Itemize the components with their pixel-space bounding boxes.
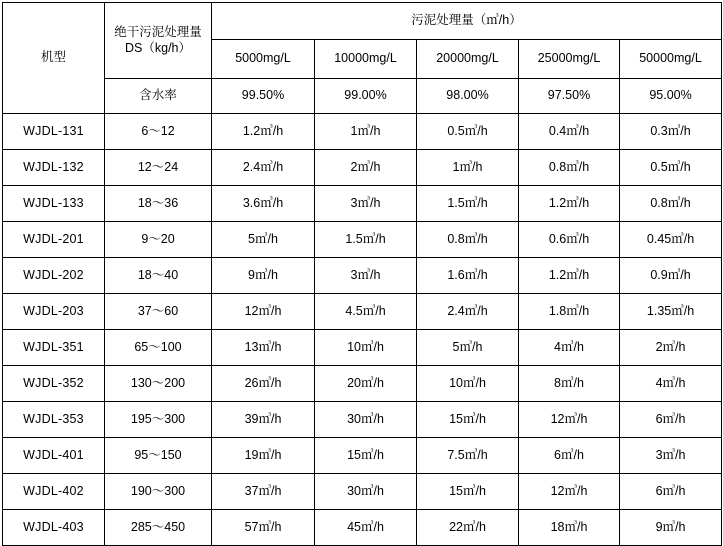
cell-capacity: 20㎥/h — [315, 366, 417, 402]
cell-capacity: 10㎥/h — [315, 330, 417, 366]
cell-model: WJDL-202 — [3, 258, 105, 294]
cell-capacity: 2.4㎥/h — [212, 150, 315, 186]
cell-capacity: 0.45㎥/h — [620, 222, 722, 258]
cell-capacity: 15㎥/h — [315, 438, 417, 474]
cell-capacity: 9㎥/h — [212, 258, 315, 294]
table-row — [3, 186, 722, 222]
cell-ds: 95～150 — [105, 438, 212, 474]
cell-ds: 18～36 — [105, 186, 212, 222]
cell-model: WJDL-133 — [3, 186, 105, 222]
table-row — [3, 510, 722, 546]
header-moisture-label: 含水率 — [105, 79, 212, 114]
cell-model: WJDL-201 — [3, 222, 105, 258]
cell-model: WJDL-353 — [3, 402, 105, 438]
header-moisture-3: 98.00% — [417, 79, 519, 114]
header-concentration-3: 20000mg/L — [417, 40, 519, 79]
cell-capacity: 13㎥/h — [212, 330, 315, 366]
cell-model: WJDL-131 — [3, 114, 105, 150]
cell-capacity: 15㎥/h — [417, 474, 519, 510]
cell-capacity: 0.8㎥/h — [519, 150, 620, 186]
cell-capacity: 1㎥/h — [315, 114, 417, 150]
cell-capacity: 2.4㎥/h — [417, 294, 519, 330]
cell-capacity: 0.5㎥/h — [417, 114, 519, 150]
cell-capacity: 0.4㎥/h — [519, 114, 620, 150]
cell-capacity: 10㎥/h — [417, 366, 519, 402]
cell-ds: 9～20 — [105, 222, 212, 258]
table-row — [3, 258, 722, 294]
cell-ds: 12～24 — [105, 150, 212, 186]
cell-capacity: 22㎥/h — [417, 510, 519, 546]
table-row — [3, 114, 722, 150]
cell-ds: 195～300 — [105, 402, 212, 438]
cell-capacity: 6㎥/h — [620, 402, 722, 438]
table-row — [3, 474, 722, 510]
cell-capacity: 4㎥/h — [519, 330, 620, 366]
cell-model: WJDL-132 — [3, 150, 105, 186]
table-row — [3, 150, 722, 186]
cell-model: WJDL-402 — [3, 474, 105, 510]
cell-ds: 190～300 — [105, 474, 212, 510]
cell-capacity: 3.6㎥/h — [212, 186, 315, 222]
cell-model: WJDL-351 — [3, 330, 105, 366]
spec-sheet — [0, 2, 723, 534]
header-concentration-1: 5000mg/L — [212, 40, 315, 79]
cell-capacity: 1.8㎥/h — [519, 294, 620, 330]
cell-capacity: 3㎥/h — [315, 258, 417, 294]
header-moisture-4: 97.50% — [519, 79, 620, 114]
cell-capacity: 1.5㎥/h — [417, 186, 519, 222]
table-row — [3, 330, 722, 366]
cell-capacity: 5㎥/h — [212, 222, 315, 258]
cell-capacity: 0.8㎥/h — [620, 186, 722, 222]
cell-capacity: 15㎥/h — [417, 402, 519, 438]
cell-capacity: 0.5㎥/h — [620, 150, 722, 186]
cell-capacity: 12㎥/h — [212, 294, 315, 330]
header-concentration-4: 25000mg/L — [519, 40, 620, 79]
cell-model: WJDL-403 — [3, 510, 105, 546]
cell-capacity: 30㎥/h — [315, 474, 417, 510]
cell-capacity: 1.2㎥/h — [212, 114, 315, 150]
cell-capacity: 1㎥/h — [417, 150, 519, 186]
cell-model: WJDL-401 — [3, 438, 105, 474]
cell-capacity: 18㎥/h — [519, 510, 620, 546]
table-row — [3, 402, 722, 438]
cell-ds: 18～40 — [105, 258, 212, 294]
cell-capacity: 1.6㎥/h — [417, 258, 519, 294]
cell-ds: 65～100 — [105, 330, 212, 366]
cell-ds: 37～60 — [105, 294, 212, 330]
cell-capacity: 4.5㎥/h — [315, 294, 417, 330]
cell-capacity: 3㎥/h — [315, 186, 417, 222]
header-sludge-capacity: 污泥处理量（㎥/h） — [212, 3, 722, 40]
cell-capacity: 39㎥/h — [212, 402, 315, 438]
cell-capacity: 45㎥/h — [315, 510, 417, 546]
cell-capacity: 6㎥/h — [620, 474, 722, 510]
header-moisture-5: 95.00% — [620, 79, 722, 114]
cell-capacity: 9㎥/h — [620, 510, 722, 546]
table-row — [3, 366, 722, 402]
cell-capacity: 1.2㎥/h — [519, 258, 620, 294]
cell-capacity: 12㎥/h — [519, 402, 620, 438]
table-header-row-3 — [3, 79, 722, 114]
sludge-capacity-table — [2, 2, 722, 546]
header-model: 机型 — [3, 3, 105, 114]
table-header-row-1 — [3, 3, 722, 40]
cell-capacity: 4㎥/h — [620, 366, 722, 402]
cell-capacity: 12㎥/h — [519, 474, 620, 510]
cell-capacity: 1.35㎥/h — [620, 294, 722, 330]
header-dry-sludge: 绝干污泥处理量DS（kg/h） — [105, 3, 212, 79]
cell-capacity: 0.3㎥/h — [620, 114, 722, 150]
cell-capacity: 37㎥/h — [212, 474, 315, 510]
cell-capacity: 7.5㎥/h — [417, 438, 519, 474]
cell-ds: 285～450 — [105, 510, 212, 546]
header-concentration-5: 50000mg/L — [620, 40, 722, 79]
header-moisture-2: 99.00% — [315, 79, 417, 114]
table-row — [3, 438, 722, 474]
cell-ds: 6～12 — [105, 114, 212, 150]
cell-capacity: 2㎥/h — [620, 330, 722, 366]
cell-capacity: 3㎥/h — [620, 438, 722, 474]
cell-capacity: 57㎥/h — [212, 510, 315, 546]
cell-capacity: 0.9㎥/h — [620, 258, 722, 294]
cell-capacity: 5㎥/h — [417, 330, 519, 366]
cell-capacity: 26㎥/h — [212, 366, 315, 402]
cell-capacity: 19㎥/h — [212, 438, 315, 474]
cell-capacity: 1.2㎥/h — [519, 186, 620, 222]
cell-model: WJDL-203 — [3, 294, 105, 330]
cell-capacity: 0.6㎥/h — [519, 222, 620, 258]
cell-capacity: 0.8㎥/h — [417, 222, 519, 258]
cell-model: WJDL-352 — [3, 366, 105, 402]
cell-capacity: 6㎥/h — [519, 438, 620, 474]
cell-ds: 130～200 — [105, 366, 212, 402]
cell-capacity: 30㎥/h — [315, 402, 417, 438]
cell-capacity: 8㎥/h — [519, 366, 620, 402]
cell-capacity: 1.5㎥/h — [315, 222, 417, 258]
table-row — [3, 222, 722, 258]
cell-capacity: 2㎥/h — [315, 150, 417, 186]
table-row — [3, 294, 722, 330]
header-concentration-2: 10000mg/L — [315, 40, 417, 79]
header-moisture-1: 99.50% — [212, 79, 315, 114]
